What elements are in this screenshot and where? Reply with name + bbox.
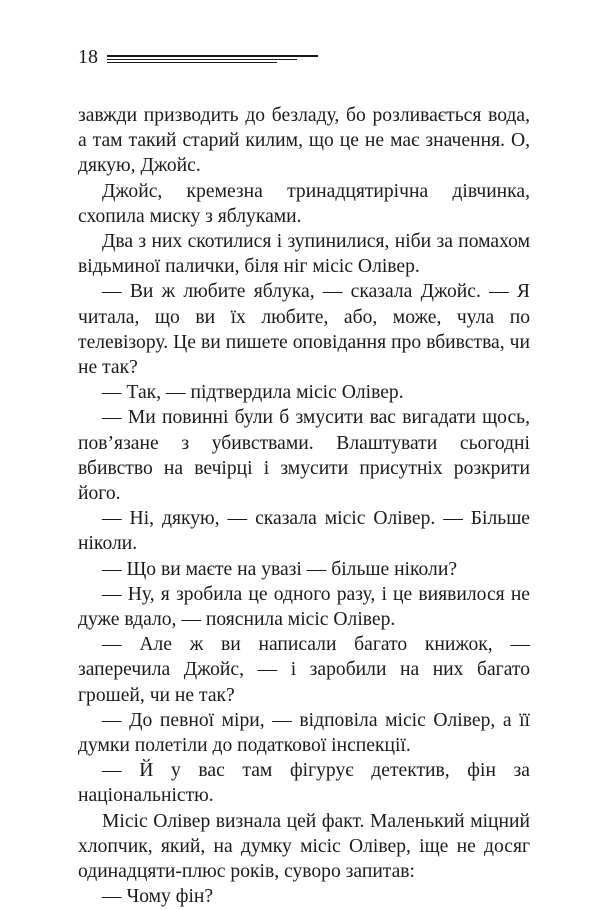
paragraph-continued: завжди призводить до безладу, бо розливається вода, а там такий старий килим, що це не має значення. О, дякую, Джойс. bbox=[78, 105, 530, 177]
dialogue-paragraph: — Але ж ви написали багато книжок, — заперечила Джойс, — і заробили на них багато грошей, чи не так? bbox=[78, 634, 530, 706]
header-rule-thin bbox=[107, 62, 277, 63]
dialogue-paragraph: — Чому фін? bbox=[102, 886, 214, 908]
dialogue-paragraph: — Ви ж любите яблука, — сказала Джойс. — Я читала, що ви їх любите, або, може, чула по телевізору. Це ви пишете оповідання про вбивства, чи не так? bbox=[78, 281, 530, 379]
header-rule-middle bbox=[107, 59, 297, 60]
paragraph: Місіс Олівер визнала цей факт. Маленький міцний хлопчик, який, на думку місіс Олівер, іще не досяг одинадцяти-плюс років, суворо запитав: bbox=[78, 810, 530, 883]
page-header bbox=[78, 44, 323, 74]
dialogue-paragraph: — Ні, дякую, — сказала місіс Олівер. — Більше ніколи. bbox=[78, 508, 530, 555]
header-rule-thick bbox=[107, 55, 318, 57]
dialogue-paragraph: — Й у вас там фігурує детектив, фін за національністю. bbox=[78, 760, 530, 807]
dialogue-paragraph: — Ми повинні були б змусити вас вигадати щось, пов’язане з убивствами. Влаштувати сьогодні вбивство на вечірці і змусити присутніх розкрити його. bbox=[78, 407, 530, 505]
dialogue-paragraph: — Ну, я зробила це одного разу, і це виявилося не дуже вдало, — пояснила місіс Олівер. bbox=[78, 583, 530, 631]
page-number: 18 bbox=[78, 46, 98, 68]
paragraph: Два з них скотилися і зупинилися, ніби за помахом відьминої палички, біля ніг місіс Олівер. bbox=[78, 231, 530, 278]
text-body bbox=[78, 103, 530, 910]
paragraph: Джойс, кремезна тринадцятирічна дівчинка, схопила миску з яблуками. bbox=[78, 180, 530, 227]
dialogue-paragraph: — Що ви маєте на увазі — більше ніколи? bbox=[102, 558, 458, 580]
dialogue-paragraph: — До певної міри, — відповіла місіс Олівер, а її думки полетіли до податкової інспекції. bbox=[78, 709, 530, 757]
dialogue-paragraph: — Так, — підтвердила місіс Олівер. bbox=[102, 382, 404, 404]
